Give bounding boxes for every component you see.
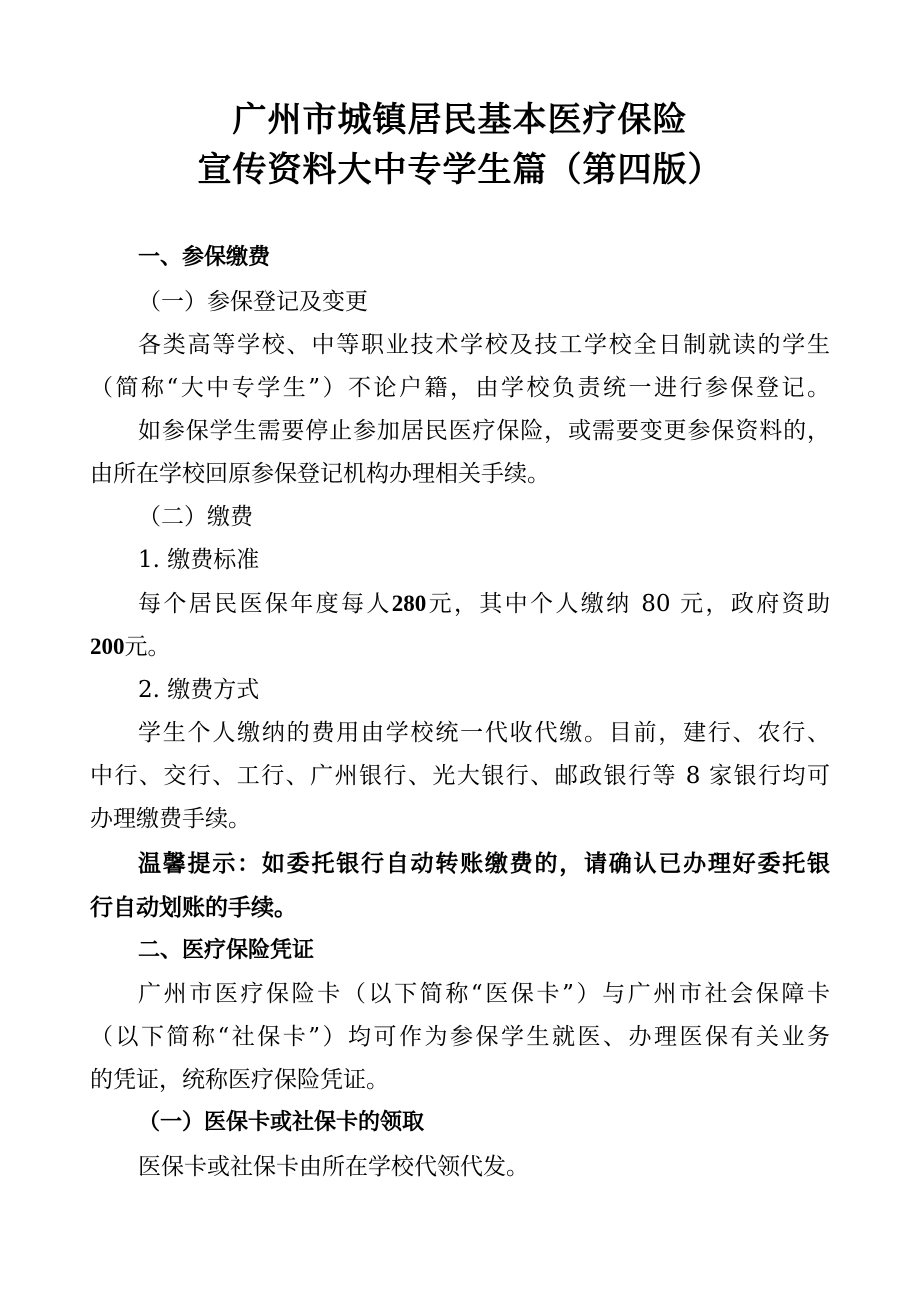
payment-method-line1: 学生个人缴纳的费用由学校统一代收代缴。目前，建行、农行、: [138, 720, 830, 746]
section1-p2-line2: 由所在学校回原参保登记机构办理相关手续。: [90, 461, 550, 487]
fee-total-amount: 280: [391, 591, 427, 616]
payment-method-line2: 中行、交行、工行、广州银行、光大银行、邮政银行等 8 家银行均可: [90, 763, 830, 789]
tip-line1: 温馨提示：如委托银行自动转账缴费的，请确认已办理好委托银: [138, 851, 830, 877]
fee-text-b: 元，其中个人缴纳 80 元，政府资助: [426, 591, 831, 617]
section1-heading: 一、参保缴费: [138, 245, 271, 270]
document-title-line2: 宣传资料大中专学生篇（第四版）: [197, 150, 723, 190]
fee-text-a: 每个居民医保年度每人: [138, 591, 392, 617]
fee-standard-item: 1. 缴费标准: [138, 547, 260, 573]
section2-p1-line1: 广州市医疗保险卡（以下简称“医保卡”）与广州市社会保障卡: [138, 981, 830, 1007]
section1-p2-line1: 如参保学生需要停止参加居民医疗保险，或需要变更参保资料的，: [138, 418, 830, 444]
payment-method-item: 2. 缴费方式: [138, 677, 260, 703]
section2-p1-line3: 的凭证，统称医疗保险凭证。: [90, 1067, 389, 1093]
section1-p1-line1: 各类高等学校、中等职业技术学校及技工学校全日制就读的学生: [138, 332, 830, 358]
tip-line2: 行自动划账的手续。: [90, 895, 297, 921]
document-title-line1: 广州市城镇居民基本医疗保险: [232, 100, 688, 140]
section1-sub1: （一）参保登记及变更: [138, 289, 368, 315]
fee-government-amount: 200: [90, 634, 125, 659]
section2-heading: 二、医疗保险凭证: [138, 938, 315, 963]
section1-p1-line2: （简称“大中专学生”）不论户籍，由学校负责统一进行参保登记。: [90, 375, 830, 401]
fee-text-c: 元。: [124, 634, 171, 660]
section2-p2: 医保卡或社保卡由所在学校代领代发。: [138, 1154, 529, 1180]
section2-p1-line2: （以下简称“社保卡”）均可作为参保学生就医、办理医保有关业务: [90, 1024, 830, 1050]
fee-standard-text: [138, 589, 830, 619]
payment-method-line3: 办理缴费手续。: [90, 806, 251, 832]
section2-sub1: （一）医保卡或社保卡的领取: [138, 1110, 425, 1135]
fee-standard-text-line2: [90, 632, 171, 662]
section1-sub2: （二）缴费: [138, 504, 253, 530]
